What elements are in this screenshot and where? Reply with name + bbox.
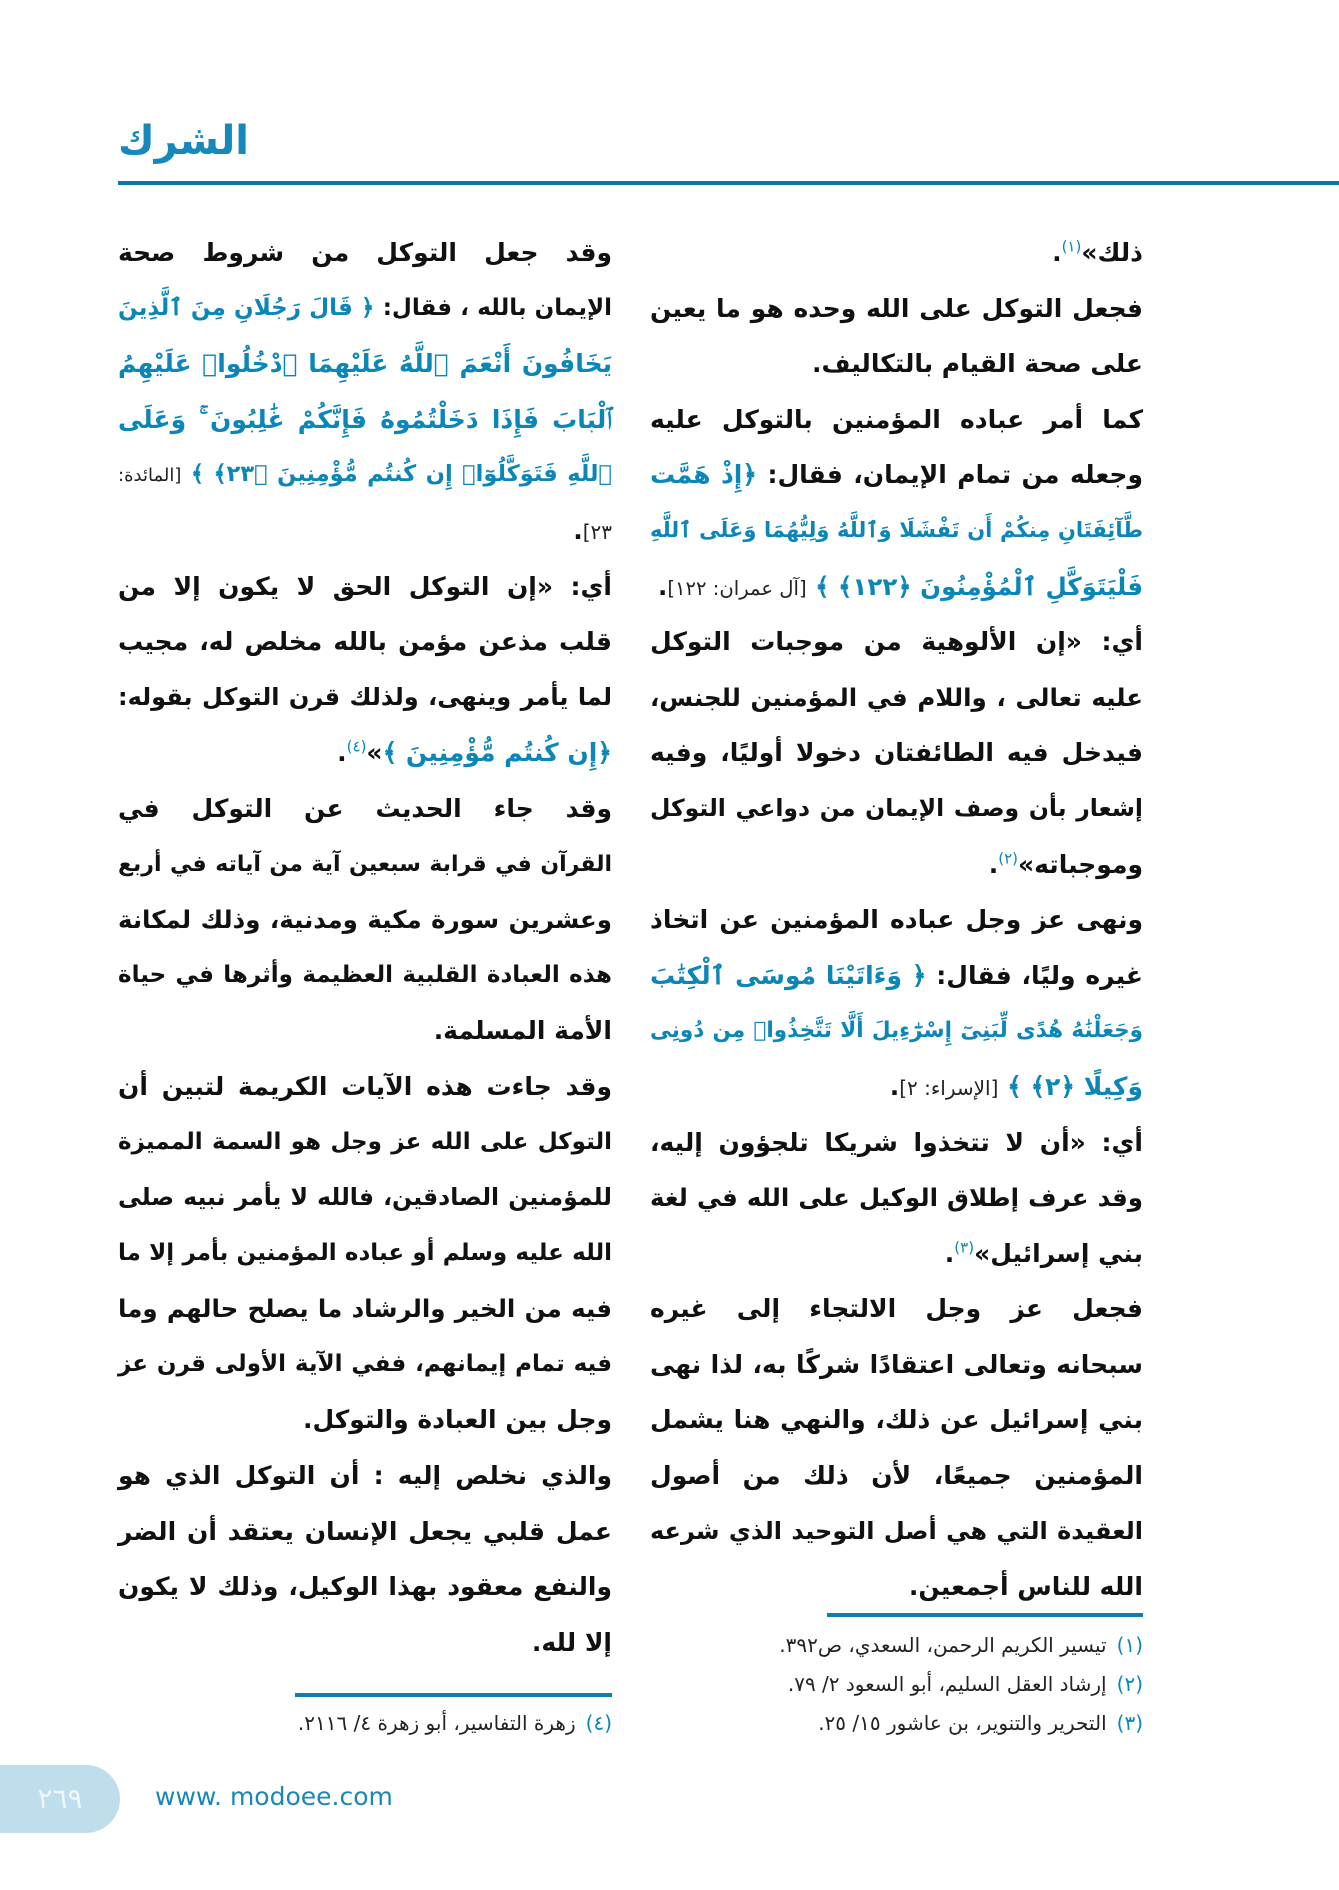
- page-title: الشرك: [118, 118, 249, 164]
- body-text: الأمة المسلمة.: [433, 1016, 612, 1046]
- body-text: عليه تعالى ، واللام في المؤمنين للجنس،: [650, 682, 1143, 712]
- body-text: وقد عرف إطلاق الوكيل على الله في لغة: [650, 1183, 1143, 1213]
- footnote-number: (١): [1116, 1633, 1143, 1657]
- footnote-text: تيسير الكريم الرحمن، السعدي، ص٣٩٢.: [779, 1633, 1107, 1657]
- body-text: فيدخل فيه الطائفتان دخولا أوليًا، وفيه: [650, 738, 1143, 768]
- website-url[interactable]: www. modoee.com: [155, 1782, 393, 1811]
- quran-verse: ٱللَّهِ فَتَوَكَّلُوٓا۟ إِن كُنتُم مُّؤْمِنِينَ ﴿٢٣﴾ ﴾: [181, 461, 612, 488]
- text-line: [118, 1337, 612, 1393]
- text-line: [650, 948, 1143, 1004]
- body-text: فجعل التوكل على الله وحده هو ما يعين: [650, 293, 1143, 323]
- text-line: [118, 225, 612, 281]
- text-line: [118, 1504, 612, 1560]
- text-line: [650, 725, 1143, 781]
- text-line: [650, 670, 1143, 726]
- footnote-marker: (١): [1061, 237, 1082, 256]
- body-text: وقد جعل التوكل من شروط صحة: [118, 238, 612, 267]
- text-line: [650, 225, 1143, 281]
- body-text: الإيمان بالله ، فقال:: [374, 294, 612, 321]
- verse-reference: [آل عمران: ١٢٢]: [667, 576, 807, 600]
- body-text: التوكل على الله عز وجل هو السمة المميزة: [118, 1128, 612, 1155]
- body-text: أي: «إن الألوهية من موجبات التوكل: [650, 627, 1143, 657]
- text-line: [118, 1392, 612, 1448]
- text-line: [650, 559, 1143, 615]
- body-text: .: [1052, 238, 1062, 267]
- quran-verse: وَكِيلًا ﴿٢﴾ ﴾: [998, 1071, 1143, 1101]
- text-line: [118, 1615, 612, 1671]
- text-line: [118, 781, 612, 837]
- verse-reference: [المائدة:: [118, 465, 182, 487]
- body-text: فيه من الخير والرشاد ما يصلح حالهم وما: [118, 1294, 612, 1324]
- text-line: [118, 1003, 612, 1059]
- body-text: إلا لله.: [531, 1627, 612, 1657]
- footnote-4: [298, 1711, 612, 1735]
- text-line: [650, 1226, 1143, 1282]
- footnote-number: (٢): [1116, 1672, 1143, 1696]
- body-text: للمؤمنين الصادقين، فالله لا يأمر نبيه صلى: [118, 1183, 612, 1212]
- text-line: [650, 1003, 1143, 1059]
- text-line: [118, 892, 612, 948]
- text-line: [118, 503, 612, 559]
- body-text: .: [573, 515, 583, 545]
- body-text: قلب مذعن مؤمن بالله مخلص له، مجيب: [118, 627, 612, 657]
- quran-verse: فَلْيَتَوَكَّلِ ٱلْمُؤْمِنُونَ ﴿١٢٢﴾ ﴾: [806, 571, 1143, 601]
- body-text: ونهى عز وجل عباده المؤمنين عن اتخاذ: [650, 905, 1143, 935]
- quran-verse: يَخَافُونَ أَنْعَمَ ٱللَّهُ عَلَيْهِمَا ٱدْخُلُوا۟ عَلَيْهِمُ: [118, 349, 612, 379]
- body-text: وقد جاءت هذه الآيات الكريمة لتبين أن: [118, 1071, 612, 1101]
- body-text: فيه تمام إيمانهم، ففي الآية الأولى قرن عز: [118, 1350, 612, 1377]
- text-line: [118, 1226, 612, 1282]
- text-line: [118, 837, 612, 893]
- footnote-marker: (٢): [998, 849, 1018, 868]
- left-column: [118, 225, 612, 1670]
- body-text: على صحة القيام بالتكاليف.: [811, 349, 1143, 379]
- footnote-2: [788, 1672, 1143, 1696]
- text-line: [650, 1170, 1143, 1226]
- footnote-marker: (٤): [346, 738, 367, 757]
- body-text: عمل قلبي يجعل الإنسان يعتقد أن الضر: [118, 1516, 612, 1546]
- text-line: [650, 281, 1143, 337]
- quran-verse: طَّآئِفَتَانِ مِنكُمْ أَن تَفْشَلَا وَٱللَّهُ وَلِيُّهُمَا وَعَلَى ٱللَّهِ: [650, 517, 1143, 542]
- verse-reference: ٢٣]: [582, 519, 612, 544]
- body-text: بني إسرائيل»: [974, 1238, 1143, 1268]
- text-line: [650, 1337, 1143, 1393]
- text-line: [118, 725, 612, 781]
- text-line: [118, 1115, 612, 1171]
- right-column: [650, 225, 1143, 1615]
- footnote-marker: (٣): [954, 1238, 975, 1257]
- text-line: [650, 392, 1143, 448]
- footnote-divider-left: [295, 1693, 612, 1697]
- body-text: الله للناس أجمعين.: [908, 1572, 1143, 1602]
- body-text: »: [366, 738, 383, 768]
- text-line: [650, 1504, 1143, 1560]
- quran-verse: ﴿إِذْ هَمَّت: [650, 460, 758, 490]
- body-text: العقيدة التي هي أصل التوحيد الذي شرعه: [650, 1516, 1143, 1545]
- text-line: [650, 781, 1143, 837]
- body-text: أي: «أن لا تتخذوا شريكا تلجؤون إليه،: [650, 1127, 1143, 1157]
- text-line: [650, 447, 1143, 503]
- body-text: كما أمر عباده المؤمنين بالتوكل عليه: [650, 404, 1143, 434]
- header-divider: [118, 181, 1339, 185]
- body-text: أي: «إن التوكل الحق لا يكون إلا من: [118, 571, 612, 601]
- text-line: [650, 1392, 1143, 1448]
- text-line: [650, 1281, 1143, 1337]
- body-text: وجعله من تمام الإيمان، فقال:: [757, 460, 1143, 490]
- body-text: هذه العبادة القلبية العظيمة وأثرها في حياة: [118, 961, 612, 988]
- page-number: ٢٦٩: [0, 1765, 120, 1833]
- quran-verse: وَجَعَلْنَٰهُ هُدًى لِّبَنِىٓ إِسْرَٰٓءِيلَ أَلَّا تَتَّخِذُوا۟ مِن دُونِى: [650, 1018, 1143, 1044]
- body-text: إشعار بأن وصف الإيمان من دواعي التوكل: [650, 793, 1143, 822]
- body-text: سبحانه وتعالى اعتقادًا شركًا به، لذا نهى: [650, 1349, 1143, 1379]
- body-text: .: [658, 571, 668, 601]
- text-line: [118, 559, 612, 615]
- text-line: [118, 1281, 612, 1337]
- body-text: .: [944, 1238, 955, 1268]
- quran-verse: ٱلْبَابَ فَإِذَا دَخَلْتُمُوهُ فَإِنَّكُمْ غَٰلِبُونَ ۚ وَعَلَى: [118, 404, 612, 434]
- body-text: .: [337, 738, 347, 768]
- text-line: [650, 614, 1143, 670]
- body-text: بني إسرائيل عن ذلك، والنهي هنا يشمل: [650, 1405, 1143, 1435]
- footnote-number: (٤): [585, 1711, 612, 1735]
- text-line: [650, 837, 1143, 893]
- body-text: وقد جاء الحديث عن التوكل في: [118, 793, 612, 823]
- text-line: [650, 1059, 1143, 1115]
- quran-verse: ﴿ قَالَ رَجُلَانِ مِنَ ٱلَّذِينَ: [118, 294, 375, 321]
- body-text: غيره وليًا، فقال:: [926, 960, 1143, 990]
- text-line: [118, 670, 612, 726]
- body-text: وموجباته»: [1018, 849, 1143, 879]
- footnote-text: إرشاد العقل السليم، أبو السعود ٢/ ٧٩.: [787, 1672, 1107, 1696]
- body-text: الله عليه وسلم أو عباده المؤمنين بأمر إلا ما: [118, 1239, 612, 1266]
- text-line: [650, 892, 1143, 948]
- text-line: [650, 1115, 1143, 1171]
- text-line: [118, 614, 612, 670]
- body-text: فجعل عز وجل الالتجاء إلى غيره: [650, 1294, 1143, 1324]
- text-line: [118, 1170, 612, 1226]
- body-text: والنفع معقود بهذا الوكيل، وذلك لا يكون: [118, 1572, 612, 1602]
- verse-reference: [الإسراء: ٢]: [899, 1075, 999, 1100]
- text-line: [118, 336, 612, 392]
- footnote-divider-right: [827, 1613, 1143, 1617]
- text-line: [118, 1059, 612, 1115]
- body-text: وعشرين سورة مكية ومدنية، وذلك لمكانة: [118, 905, 612, 935]
- body-text: .: [889, 1071, 900, 1101]
- text-line: [118, 447, 612, 503]
- footnote-3: [818, 1711, 1143, 1735]
- footnote-number: (٣): [1116, 1711, 1143, 1735]
- text-line: [118, 392, 612, 448]
- text-line: [650, 503, 1143, 559]
- text-line: [118, 1559, 612, 1615]
- body-text: وجل بين العبادة والتوكل.: [302, 1405, 612, 1435]
- body-text: ذلك»: [1081, 238, 1143, 267]
- body-text: المؤمنين جميعًا، لأن ذلك من أصول: [650, 1461, 1143, 1491]
- text-line: [118, 281, 612, 337]
- text-line: [650, 336, 1143, 392]
- body-text: .: [988, 849, 999, 879]
- quran-verse: ﴿ وَءَاتَيْنَا مُوسَى ٱلْكِتَٰبَ: [650, 960, 927, 990]
- text-line: [118, 948, 612, 1004]
- footnote-1: [779, 1633, 1143, 1657]
- footnote-text: زهرة التفاسير، أبو زهرة ٤/ ٢١١٦.: [297, 1711, 576, 1735]
- text-line: [118, 1448, 612, 1504]
- body-text: والذي نخلص إليه : أن التوكل الذي هو: [118, 1461, 612, 1491]
- body-text: لما يأمر وينهى، ولذلك قرن التوكل بقوله:: [118, 682, 612, 711]
- quran-verse: ﴿إِن كُنتُم مُّؤْمِنِينَ ﴾: [382, 738, 612, 768]
- body-text: القرآن في قرابة سبعين آية من آياته في أربع: [118, 851, 612, 877]
- text-line: [650, 1448, 1143, 1504]
- text-line: [650, 1559, 1143, 1615]
- footnote-text: التحرير والتنوير، بن عاشور ١٥/ ٢٥.: [818, 1711, 1107, 1735]
